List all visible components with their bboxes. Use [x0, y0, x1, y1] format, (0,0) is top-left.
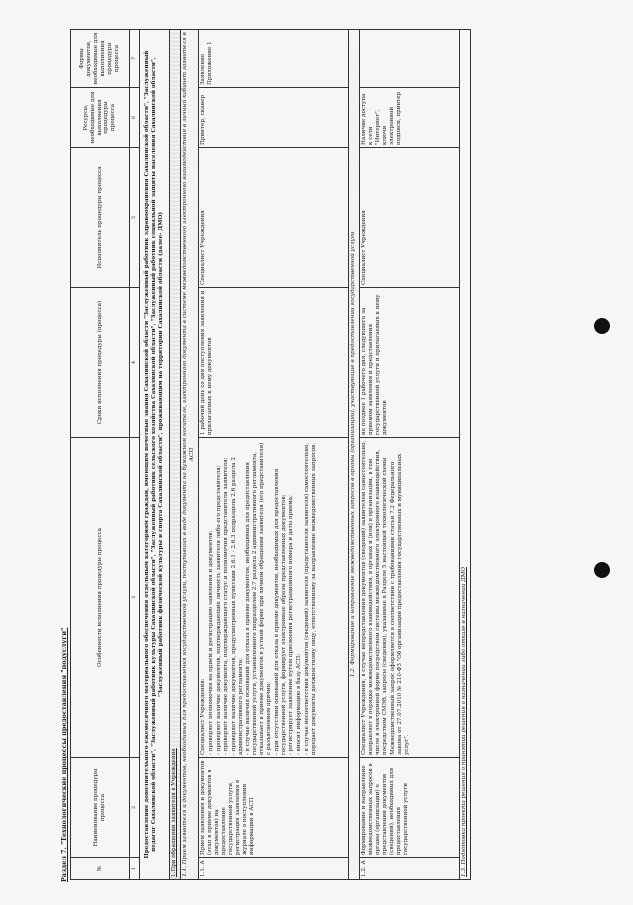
rotated-content: [58, 20, 618, 890]
stage-row: [169, 30, 180, 880]
procedure-features: [198, 438, 348, 758]
procedure-forms: [359, 30, 459, 88]
col-number: 6: [130, 88, 140, 148]
feature-line: - проверяет наличие документов, подтверждающих личность заявителя либо его представителя;: [215, 465, 222, 755]
header-forms: Формы документов, необходимые для выполнения процедуры процесса: [71, 30, 130, 88]
final-subsection-title: 1.3. Подготовка проекта решения о принятии решения о назначении либо отказе в назначении ДМО: [459, 30, 470, 880]
header-procedure-name: Наименование процедуры процесса: [71, 758, 130, 858]
procedure-term: не позднее 1 рабочего дня, следующего за приемом заявления и представления государственной услуги и прилагаемых к нему документов: [359, 288, 459, 438]
col-number: 1: [130, 858, 140, 880]
final-row: [459, 30, 470, 880]
feature-line: Специалист Учреждения:: [200, 678, 207, 755]
header-features: Особенности исполнения процедуры процесса: [71, 438, 130, 758]
feature-line: - регистрирует заявление путем присвоения регистрационного номера и даты приема;: [288, 495, 295, 755]
procedure-resources: Наличие доступа к сети "Интернет", ключи электронной подписи, принтер: [359, 88, 459, 148]
feature-line: Специалист Учреждения, в случае непредставления документов (сведений) заявителем самостоятельно, направляет в порядке межведомственного взаимодействия, в органах и (или) в организации, в том числе в электронной форме посредством системы межведомственного электронного взаимодействия, посредством СМЭВ, запросы (сведения), указанные в Разделе 5 настоящей технологической схемы: [361, 440, 389, 755]
header-num: №: [71, 858, 130, 880]
table-row: [198, 30, 348, 880]
col-number: 2: [130, 758, 140, 858]
subsection-row: [180, 30, 198, 880]
feature-line: - при отсутствии оснований для отказа в приеме документов, необходимых для предоставления государственной услуги, формирует электронные образы представленных документов;: [273, 468, 287, 755]
header-executor: Исполнитель процедуры процесса: [71, 148, 130, 288]
table-row: [359, 30, 459, 880]
service-title: Предоставление дополнительного ежемесячного материального обеспечения отдельным категориям граждан, имеющим почетные звания Сахалинской области "Заслуженный работник здравоохранения Сахалинской области", "Заслуженный педагог Сахалинской области", "Заслуженный работник культуры Сахалинской области", "Заслуженный работник сельского хозяйства Сахалинской области", "Заслуженный работник социальной защиты населения Сахалинской области", "Заслуженный работник физической культуры и спорта Сахалинской области", проживающим на территории Сахалинской области (далее- ДМО): [140, 30, 170, 880]
subsection-title: 1.2. Формирование и направление межведомственных запросов в органы (организации), участвующие в предоставлении государственной услуги: [348, 30, 359, 880]
row-number: 1.1. А: [198, 858, 348, 880]
feature-line: - в случае наличия оснований для отказа в приеме документов, необходимых для предоставления государственной услуги, установленного подразделом 2.7 раздела 2 административного регламента, отказывает в приеме документов в устной форме при личном обращении заявителя (его представителя) с разъяснением причин;: [245, 442, 273, 755]
service-title-row: [140, 30, 170, 880]
column-number-row: [130, 30, 140, 880]
section-title: Раздел 7. "Технологические процессы предоставления "подуслуги": [60, 627, 68, 882]
col-number: 4: [130, 288, 140, 438]
procedure-name: Формирование и направление межведомственных запросов в органы (организации) о представлении документов (сведений), необходимых для предоставления государственной услуги: [359, 758, 459, 858]
procedure-features: [359, 438, 459, 758]
procedure-name: Прием заявления и документов (этап в приеме документов в документов) на предоставление государственной услуги, регистрация заявления в журнале о поступлении информации в АСП: [198, 758, 348, 858]
feature-line: - проверяет полномочия на прием и регистрацию заявления и документов;: [207, 530, 214, 755]
col-number: 7: [130, 30, 140, 88]
feature-line: - проверяет наличие документа, подтверждающего статус и полномочия представителя заявителя;: [223, 457, 230, 755]
stage-title: 1.При обращении заявителя в Учреждение: [169, 30, 180, 880]
header-row: [71, 30, 130, 880]
feature-line: Межведомственный запрос оформляется в соответствии с требованиями статьи 7.2 Федерального закона от 27.07.2010 № 210-ФЗ "Об организации предоставления государственных и муниципальных услуг".: [389, 453, 410, 755]
feature-line: - вносит информацию в базу АСП;: [295, 653, 302, 755]
subsection-row: [348, 30, 359, 880]
col-number: 3: [130, 438, 140, 758]
procedure-term: 1 рабочий день со дня поступления заявления и прилагаемых к нему документов: [198, 288, 348, 438]
procedure-resources: Принтер, сканер: [198, 88, 348, 148]
procedure-executor: Специалист Учреждения: [198, 148, 348, 288]
row-number: 1.2. А: [359, 858, 459, 880]
subsection-title: 1.1. Прием заявителя и документов, необходимых для предоставления государственной услуги, поступивших в виде документа на бумажном носителе, электронного документа в системе межведомственного электронного взаимодействия в личный кабинет заявителя в АСП: [180, 30, 198, 880]
procedure-executor: Специалист Учреждения: [359, 148, 459, 288]
header-term: Сроки исполнения процедуры (процесса): [71, 288, 130, 438]
feature-line: - проверяет наличие документов, предусмотренных пунктами 2.6.1 - 2.6.3 подраздела 2.6 раздела 2 административного регламента;: [230, 457, 244, 755]
process-table: [70, 29, 471, 880]
col-number: 5: [130, 148, 140, 288]
procedure-forms: Заявление Приложение 1: [198, 30, 348, 88]
feature-line: - в случае несоответствия документов (сведений) заявителя (представителя заявителя) самостоятельно, передает документы должностному лицу, ответственному за направление межведомственных запросов.: [303, 442, 317, 755]
header-resources: Ресурсы, необходимые для выполнения процедуры процесса: [71, 88, 130, 148]
